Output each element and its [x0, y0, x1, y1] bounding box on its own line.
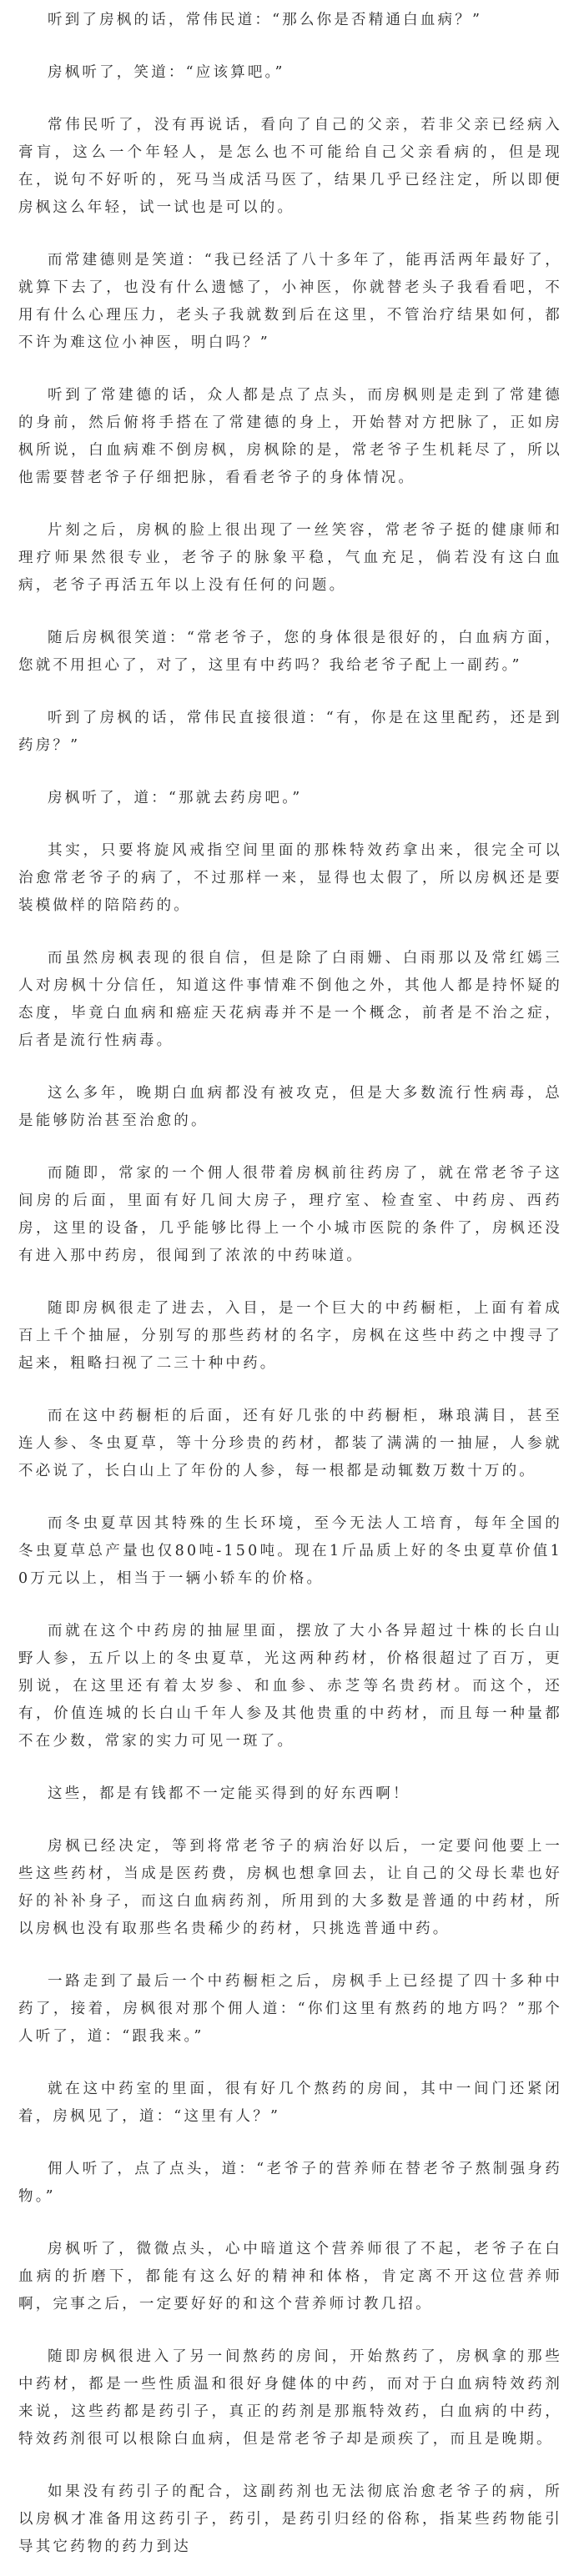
paragraph: 而就在这个中药房的抽屉里面，摆放了大小各异超过十株的长白山野人参，五斤以上的冬虫夏草，光这两种药材，价格很超过了百万，更别说，在这里还有着太岁参、和血参、赤芝等名贵药材。而这个，还有，价值连城的长白山千年人参及其他贵重的中药材，而且每一种量都不在少数，常家的实力可见一斑了。: [18, 1623, 562, 1750]
paragraph: 听到了常建德的话，众人都是点了点头，而房枫则是走到了常建德的身前，然后俯将手搭在了常建德的身上，开始替对方把脉了，正如房枫所说，白血病难不倒房枫，房枫除的是，常老爷子生机耗尽了，所以他需要替老爷子仔细把脉，看看老爷子的身体情况。: [18, 387, 562, 486]
paragraph: 听到了房枫的话，常伟民直接很道：“有，你是在这里配药，还是到药房？”: [18, 710, 562, 754]
paragraph: 而常建德则是笑道：“我已经活了八十多年了，能再活两年最好了，就算下去了，也没有什么遗憾了，小神医，你就替老头子我看看吧，不用有什么心理压力，老头子我就数到后在这里，不管治疗结果如何，都不许为难这位小神医，明白吗？”: [18, 252, 562, 351]
paragraph: 如果没有药引子的配合，这副药剂也无法彻底治愈老爷子的病，所以房枫才准备用这药引子，药引，是药引归经的俗称，指某些药物能引导其它药物的药力到达: [18, 2483, 562, 2555]
paragraph: 房枫听了，微微点头，心中暗道这个营养师很了不起，老爷子在白血病的折磨下，都能有这么好的精神和体格，肯定离不开这位营养师啊，完事之后，一定要好好的和这个营养师讨教几招。: [18, 2241, 562, 2312]
paragraph: 而虽然房枫表现的很自信，但是除了白雨姗、白雨那以及常红嫣三人对房枫十分信任，知道这件事情难不倒他之外，其他人都是持怀疑的态度，毕竟白血病和癌症天花病毒并不是一个概念，前者是不治之症，后者是流行性病毒。: [18, 950, 562, 1049]
paragraph: 听到了房枫的话，常伟民道：“那么你是否精通白血病？”: [48, 12, 483, 28]
paragraph: 常伟民听了，没有再说话，看向了自己的父亲，若非父亲已经病入膏肓，这么一个年轻人，是怎么也不可能给自己父亲看病的，但是现在，说句不好听的，死马当成活马医了，结果几乎已经注定，所以即便房枫这么年轻，试一试也是可以的。: [18, 117, 562, 216]
paragraph: 其实，只要将旋风戒指空间里面的那株特效药拿出来，很完全可以治愈常老爷子的病了，不过那样一来，显得也太假了，所以房枫还是要装模做样的陪陪药的。: [18, 842, 562, 914]
paragraph: 房枫听了，道：“那就去药房吧。”: [48, 790, 303, 806]
paragraph: 这些，都是有钱都不一定能买得到的好东西啊！: [48, 1785, 410, 1802]
paragraph: 房枫已经决定，等到将常老爷子的病治好以后，一定要问他要上一些这些药材，当成是医药费，房枫也想拿回去，让自己的父母长辈也好好的补补身子，而这白血病药剂，所用到的大多数是普通的中药材，所以房枫也没有取那些名贵稀少的药材，只挑选普通中药。: [18, 1838, 562, 1937]
paragraph: 而在这中药橱柜的后面，还有好几张的中药橱柜，琳琅满目，甚至连人参、冬虫夏草，等十分珍贵的药材，都装了满满的一抽屉，人参就不必说了，长白山上了年份的人参，每一根都是动辄数万数十万的。: [18, 1408, 562, 1479]
paragraph: 房枫听了，笑道：“应该算吧。”: [48, 64, 285, 81]
paragraph: 随即房枫很走了进去，入目，是一个巨大的中药橱柜，上面有着成百上千个抽屉，分别写的那些药材的名字，房枫在这些中药之中搜寻了起来，粗略扫视了二三十种中药。: [18, 1300, 562, 1372]
paragraph: 随后房枫很笑道：“常老爷子，您的身体很是很好的，白血病方面，您就不用担心了，对了，这里有中药吗？我给老爷子配上一副药。”: [18, 630, 562, 674]
paragraph: 一路走到了最后一个中药橱柜之后，房枫手上已经提了四十多种中药了，接着，房枫很对那个佣人道：“你们这里有熬药的地方吗？”那个人听了，道：“跟我来。”: [18, 1973, 562, 2045]
paragraph: 而随即，常家的一个佣人很带着房枫前往药房了，就在常老爷子这间房的后面，里面有好几间大房子，理疗室、检查室、中药房、西药房，这里的设备，几乎能够比得上一个小城市医院的条件了，房枫还没有进入那中药房，很闻到了浓浓的中药味道。: [18, 1165, 562, 1264]
paragraph: 这么多年，晚期白血病都没有被攻克，但是大多数流行性病毒，总是能够防治甚至治愈的。: [18, 1085, 562, 1129]
paragraph: 随即房枫很进入了另一间熬药的房间，开始熬药了，房枫拿的那些中药材，都是一些性质温和很好身健体的中药，而对于白血病特效药剂来说，这些药都是药引子，真正的药剂是那瓶特效药，白血病的中药，特效药剂很可以根除白血病，但是常老爷子却是顽疾了，而且是晚期。: [18, 2348, 562, 2448]
paragraph: 而冬虫夏草因其特殊的生长环境，至今无法人工培育，每年全国的冬虫夏草总产量也仅80吨-150吨。现在1斤品质上好的冬虫夏草价值10万元以上，相当于一辆小轿车的价格。: [18, 1515, 562, 1587]
paragraph: 片刻之后，房枫的脸上很出现了一丝笑容，常老爷子挺的健康师和理疗师果然很专业，老爷子的脉象平稳，气血充足，倘若没有这白血病，老爷子再活五年以上没有任何的问题。: [18, 522, 562, 594]
paragraph: 佣人听了，点了点头，道：“老爷子的营养师在替老爷子熬制强身药物。”: [18, 2161, 562, 2205]
paragraph: 就在这中药室的里面，很有好几个熬药的房间，其中一间门还紧闭着，房枫见了，道：“这里有人？”: [18, 2081, 562, 2125]
